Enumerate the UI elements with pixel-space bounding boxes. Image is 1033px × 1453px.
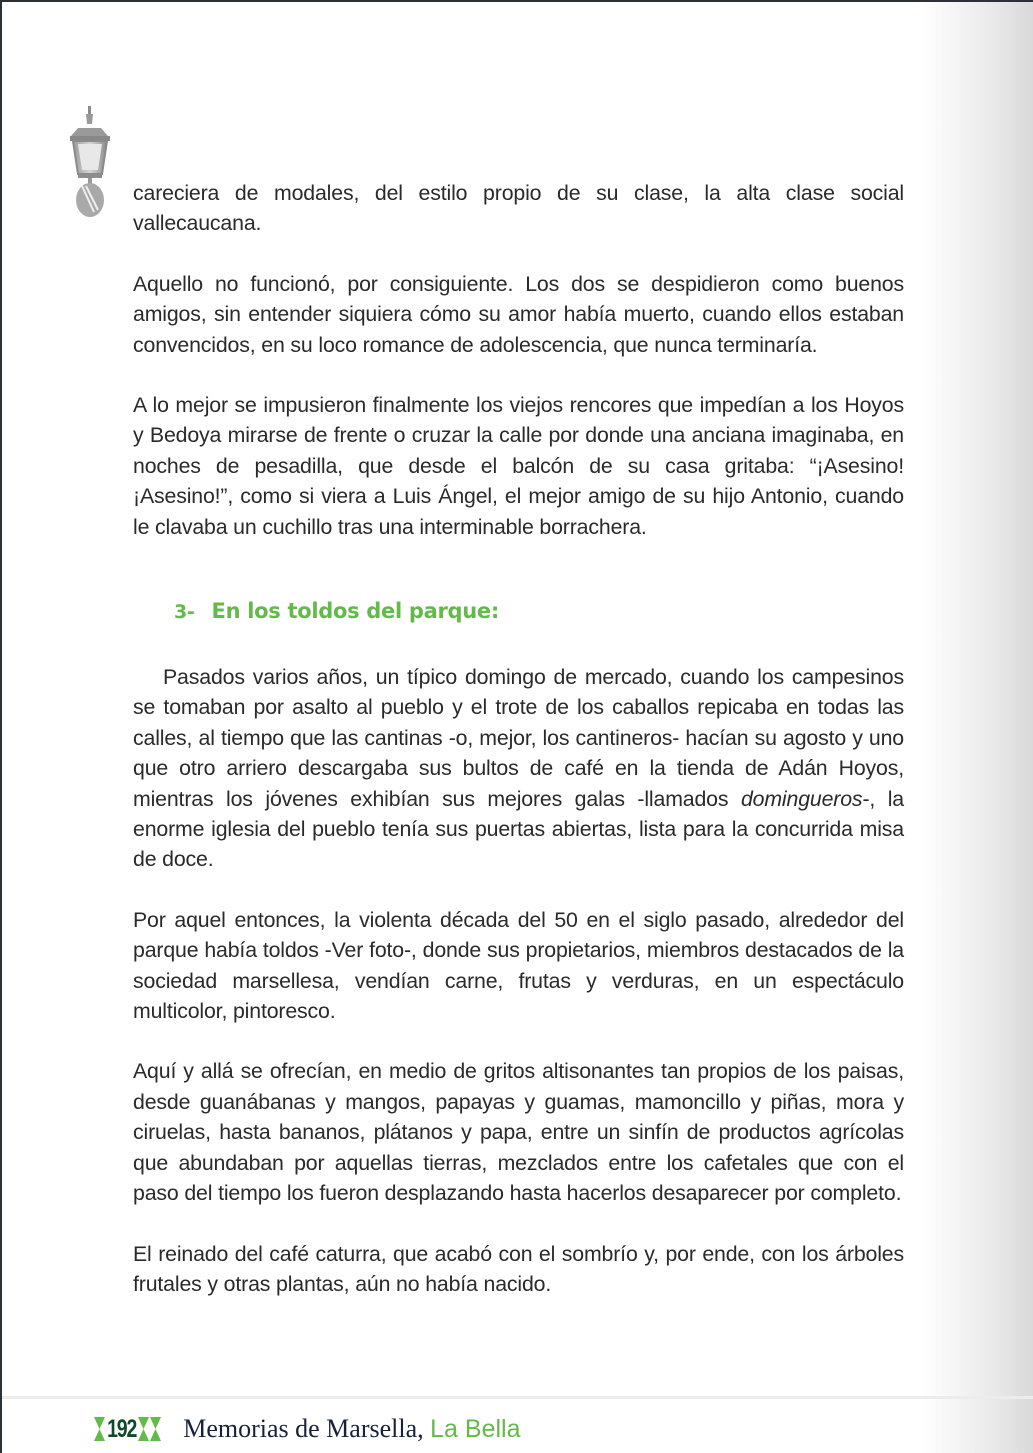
paragraph: A lo mejor se impusieron finalmente los viejos rencores que impedían a los Hoyos y Bedoya mirarse de frente o cruzar la calle por donde una anciana imaginaba, en noches de pesadilla, que desde el balcón de su casa gritaba: “¡Asesino! ¡Asesino!”, como si viera a Luis Ángel, el mejor amigo de su hijo Antonio, cuando le clavaba un cuchillo tras una interminable borrachera. [133, 393, 904, 539]
paragraph: Aquello no funcionó, por consiguiente. Los dos se despidieron como buenos amigos, sin entender siquiera cómo su amor había muerto, cuando ellos estaban convencidos, en su loco romance de adolescencia, que nunca terminaría. [133, 271, 904, 357]
page-number: 192 [107, 1414, 137, 1443]
paragraph [133, 662, 904, 875]
paragraph: El reinado del café caturra, que acabó con el sombrío y, por ende, con los árboles frutales y otras plantas, aún no había nacido. [133, 1241, 904, 1296]
paragraph: Por aquel entonces, la violenta década del 50 en el siglo pasado, alrededor del parque había toldos -Ver foto-, donde sus propietarios, miembros destacados de la sociedad marsellesa, vendían carne, frutas y verduras, en un espectáculo multicolor, pintoresco. [133, 907, 904, 1024]
body-text-section [133, 662, 904, 1299]
paragraph: careciera de modales, del estilo propio de su clase, la alta clase social vallecaucana. [133, 181, 904, 236]
footer-divider [2, 1396, 1033, 1399]
section-number: 3- [174, 601, 195, 623]
text-run: Pasados varios años, un típico domingo de mercado, cuando los campesinos se tomaban por asalto al pueblo y el trote de los caballos repicaba en todas las calles, al tiempo que las cantinas -o, mejor, los cantineros- hacían su agosto y uno que otro arriero descargaba sus bultos de café en la tienda de Adán Hoyos, mientras los jóvenes exhibían sus mejores galas -llamados [133, 665, 904, 811]
street-lamp-icon [64, 106, 116, 218]
section-heading [174, 599, 499, 623]
page-footer [94, 1412, 521, 1446]
text-run: -, la enorme iglesia del pueblo tenía sus puertas abiertas, lista para la concurrida misa de doce. [133, 786, 904, 872]
book-title-subtitle: La Bella [430, 1415, 521, 1443]
italic-term: domingueros [740, 786, 863, 811]
section-title: En los toldos del parque: [211, 599, 499, 623]
hourglass-ornament-icon [150, 1417, 161, 1441]
book-title [183, 1414, 520, 1444]
book-title-main: Memorias de Marsella, [183, 1414, 424, 1443]
book-page [2, 2, 1033, 1453]
body-text-top [133, 178, 904, 542]
paragraph: Aquí y allá se ofrecían, en medio de gritos altisonantes tan propios de los paisas, desde guanábanas y mangos, papayas y guamas, mamoncillo y piñas, mora y ciruelas, hasta bananos, plátanos y papa, entre un sinfín de productos agrícolas que abundaban por aquellas tierras, mezclados entre los cafetales que con el paso del tiempo los fueron desplazando hasta hacerlos desaparecer por completo. [133, 1059, 904, 1206]
hourglass-ornament-icon [138, 1417, 149, 1441]
hourglass-ornament-icon [94, 1417, 105, 1441]
